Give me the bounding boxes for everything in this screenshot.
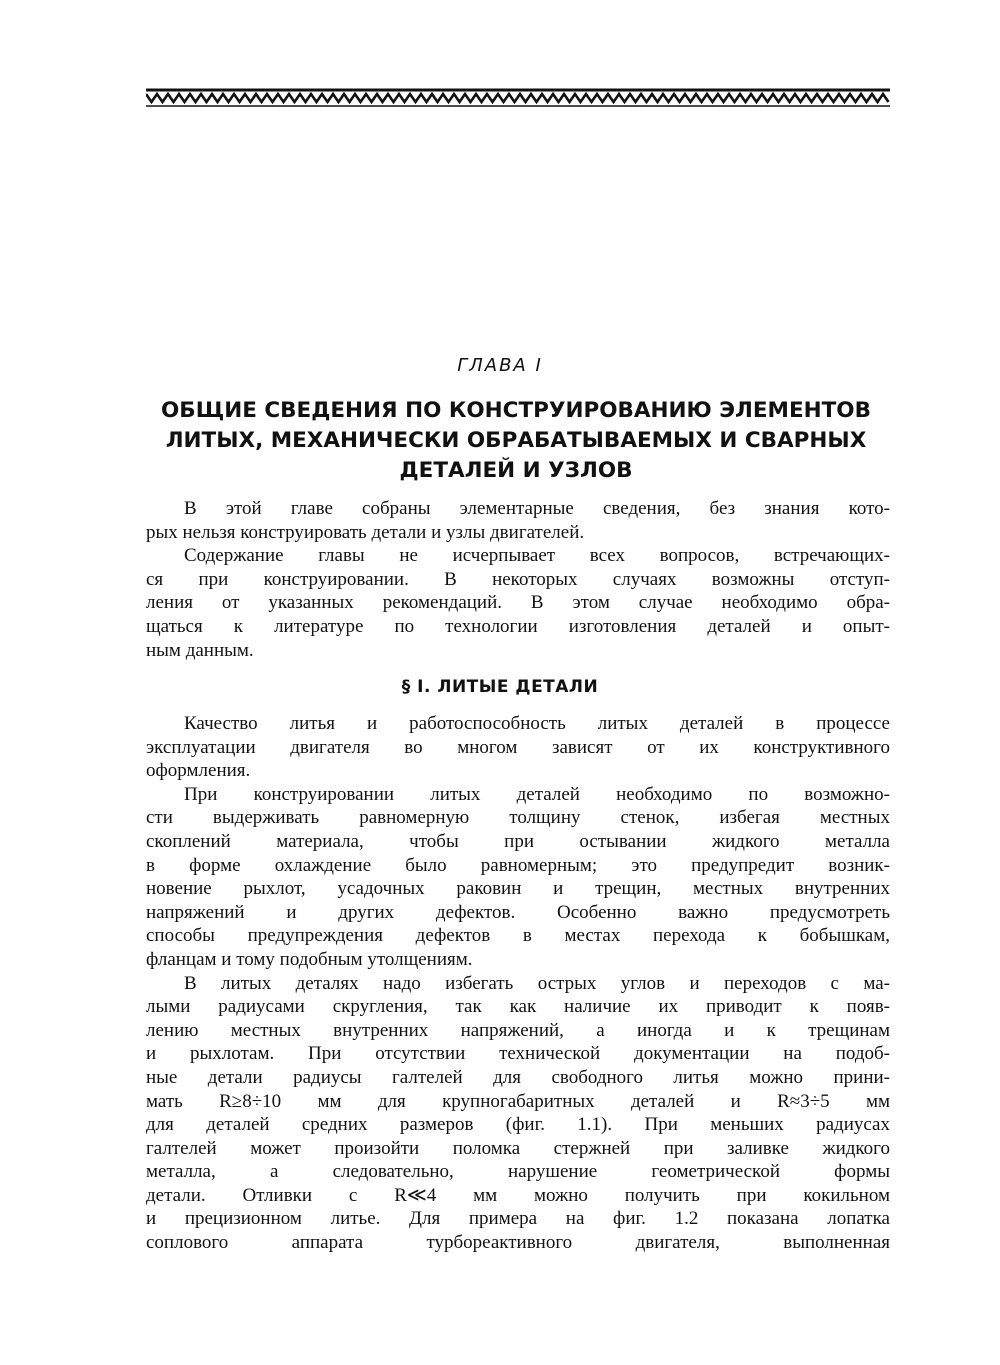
text-line: ления от указанных рекомендаций. В этом случае необходимо обра- xyxy=(146,592,890,614)
section-paragraph xyxy=(146,783,890,972)
text-line: напряжений и других дефектов. Особенно важно предусмотреть xyxy=(146,901,890,923)
chapter-label: ГЛАВА I xyxy=(457,355,543,376)
intro-paragraph xyxy=(146,544,890,662)
text-line: и прецизионном литье. Для примера на фиг. 1.2 показана лопатка xyxy=(146,1208,890,1230)
section-text xyxy=(146,712,890,1255)
chapter-title-line: ЛИТЫХ, МЕХАНИЧЕСКИ ОБРАБАТЫВАЕМЫХ И СВАРНЫХ xyxy=(165,428,867,453)
text-line: сти выдерживать равномерную толщину стенок, избегая местных xyxy=(146,807,890,829)
text-line: лению местных внутренних напряжений, а иногда и к трещинам xyxy=(146,1019,890,1041)
chapter-title-line: ОБЩИЕ СВЕДЕНИЯ ПО КОНСТРУИРОВАНИЮ ЭЛЕМЕНТОВ xyxy=(161,398,871,423)
text-line: эксплуатации двигателя во многом зависят от их конструктивного xyxy=(146,736,890,758)
text-line: соплового аппарата турбореактивного двигателя, выполненная xyxy=(146,1232,890,1254)
text-line: фланцам и тому подобным утолщениям. xyxy=(146,948,473,970)
intro-paragraph xyxy=(146,497,890,544)
chapter-title xyxy=(145,396,887,486)
text-line: ным данным. xyxy=(146,639,254,661)
section-paragraph xyxy=(146,712,890,783)
text-line: для деталей средних размеров (фиг. 1.1). При меньших радиусах xyxy=(146,1114,890,1136)
text-line: В литых деталях надо избегать острых углов и переходов с ма- xyxy=(184,972,890,994)
chapter-title-line: ДЕТАЛЕЙ И УЗЛОВ xyxy=(399,458,633,483)
text-line: галтелей может произойти поломка стержней при заливке жидкого xyxy=(146,1137,890,1159)
intro-text xyxy=(146,497,890,662)
decorative-wavy-rule xyxy=(146,86,890,108)
text-line: в форме охлаждение было равномерным; это предупредит возник- xyxy=(146,854,890,876)
text-line: ся при конструировании. В некоторых случаях возможны отступ- xyxy=(146,568,890,590)
text-line: мать R≥8÷10 мм для крупногабаритных деталей и R≈3÷5 мм xyxy=(146,1090,890,1112)
text-line: лыми радиусами скругления, так как наличие их приводит к появ- xyxy=(146,996,890,1018)
section-paragraph xyxy=(146,972,890,1255)
text-line: При конструировании литых деталей необходимо по возможно- xyxy=(184,783,890,805)
text-line: Содержание главы не исчерпывает всех вопросов, встречающих- xyxy=(184,545,890,567)
text-line: и рыхлотам. При отсутствии технической документации на подоб- xyxy=(146,1043,890,1065)
text-line: Качество литья и работоспособность литых деталей в процессе xyxy=(184,713,890,734)
text-line: новение рыхлот, усадочных раковин и трещин, местных внутренних xyxy=(146,878,890,900)
text-line: металла, а следовательно, нарушение геометрической формы xyxy=(146,1161,890,1183)
text-line: щаться к литературе по технологии изготовления деталей и опыт- xyxy=(146,615,890,637)
text-line: детали. Отливки с R≪4 мм можно получить при кокильном xyxy=(146,1184,890,1206)
section-title: § I. ЛИТЫЕ ДЕТАЛИ xyxy=(401,677,599,697)
text-line: рых нельзя конструировать детали и узлы двигателей. xyxy=(146,521,585,543)
text-line: способы предупреждения дефектов в местах перехода к бобышкам, xyxy=(146,925,890,947)
text-line: В этой главе собраны элементарные сведения, без знания кото- xyxy=(184,498,890,519)
text-line: скоплений материала, чтобы при остывании жидкого металла xyxy=(146,830,890,852)
text-line: ные детали радиусы галтелей для свободного литья можно прини- xyxy=(146,1066,890,1088)
text-line: оформления. xyxy=(146,760,251,782)
